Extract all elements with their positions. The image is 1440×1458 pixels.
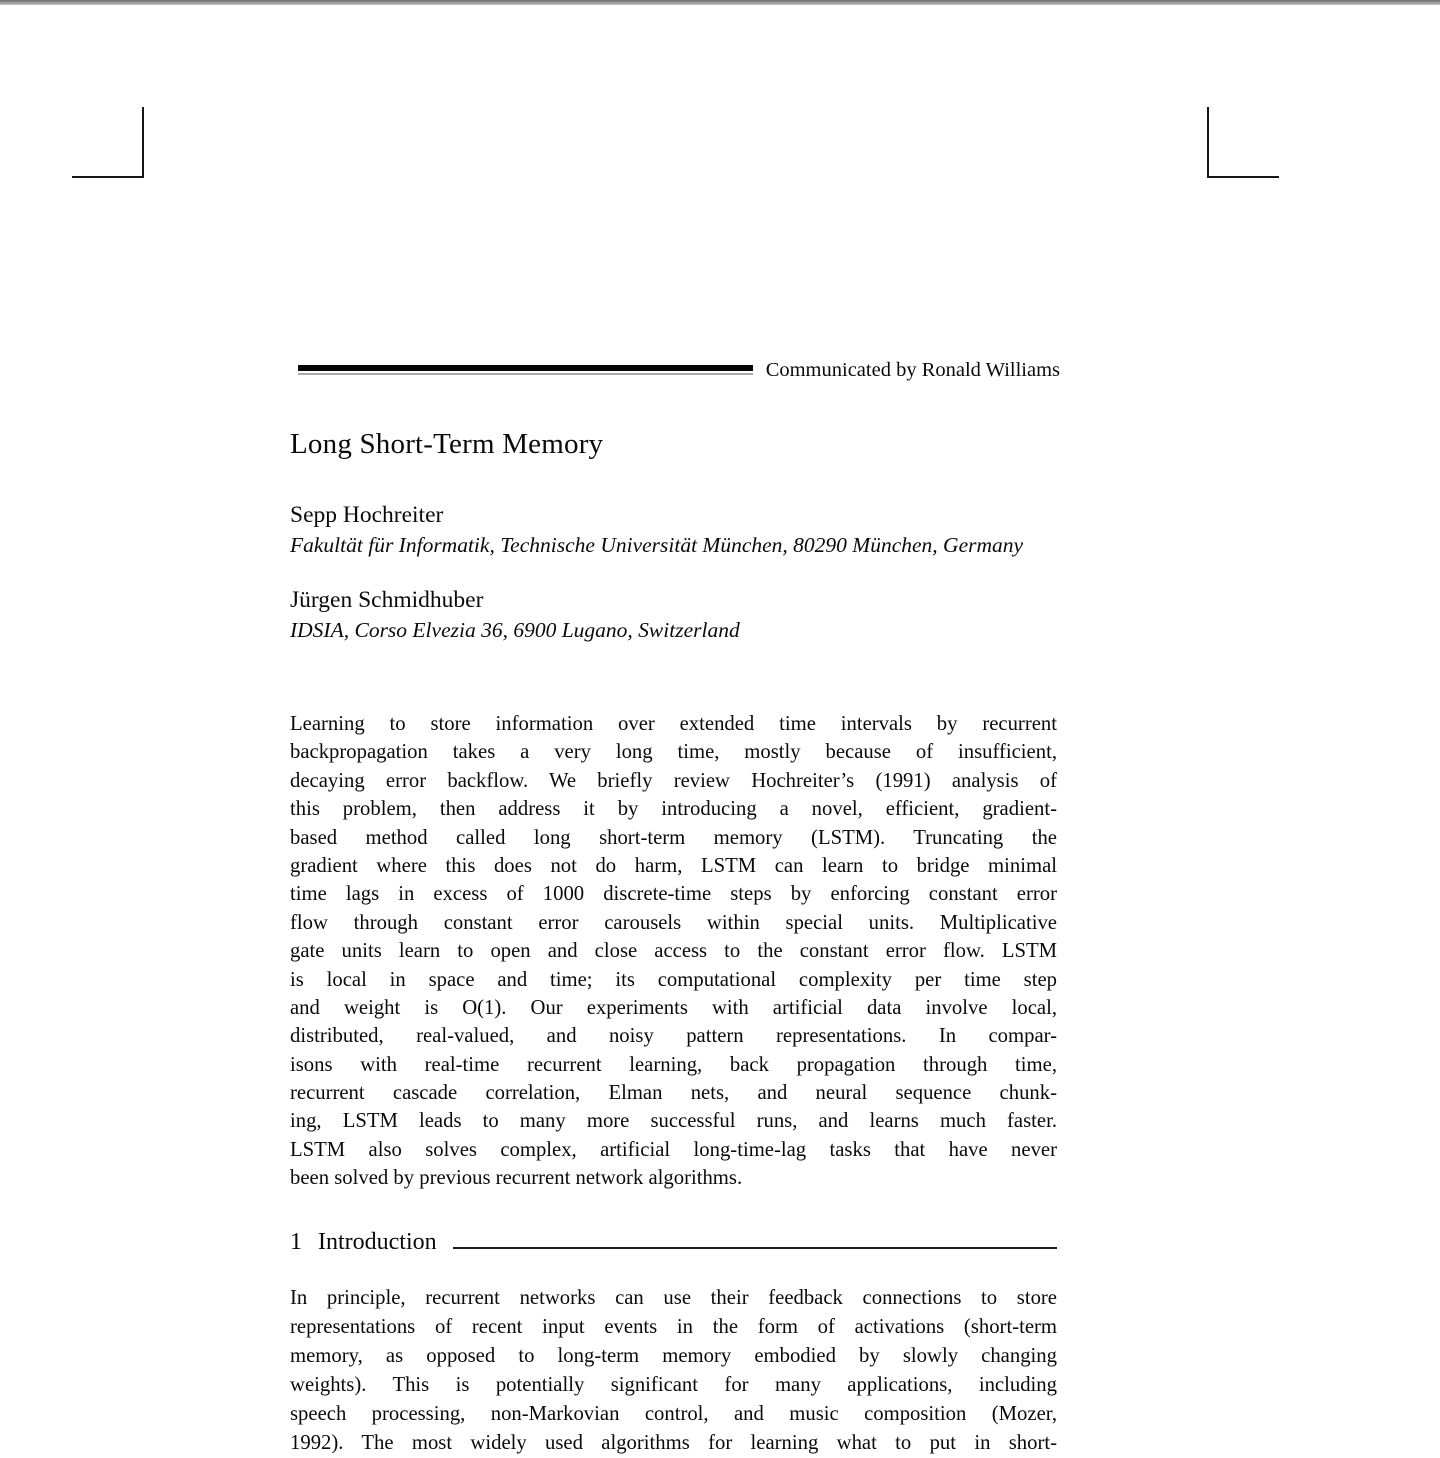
abstract-line: been solved by previous recurrent network algorithms. — [290, 1167, 743, 1190]
body-line: speech processing, non-Markovian control, and music composition (Mozer, — [290, 1403, 1057, 1425]
crop-mark-top-right-icon — [1207, 107, 1279, 178]
abstract-line: backpropagation takes a very long time, mostly because of insufficient, — [290, 741, 1057, 764]
author-affiliation: IDSIA, Corso Elvezia 36, 6900 Lugano, Switzerland — [290, 618, 740, 642]
section-heading — [290, 1229, 1057, 1256]
abstract — [290, 710, 1057, 1193]
abstract-line: flow through constant error carousels within special units. Multiplicative — [290, 911, 1057, 934]
abstract-line: based method called long short-term memory (LSTM). Truncating the — [290, 826, 1057, 849]
author-name: Jürgen Schmidhuber — [290, 587, 484, 613]
communicated-by-row — [298, 357, 1060, 383]
abstract-line: LSTM also solves complex, artificial long-time-lag tasks that have never — [290, 1138, 1057, 1161]
author-affiliation: Fakultät für Informatik, Technische Universität München, 80290 München, Germany — [290, 533, 1024, 557]
section-title: Introduction — [318, 1229, 437, 1255]
communicated-rule-black — [298, 365, 753, 371]
abstract-line: time lags in excess of 1000 discrete-time steps by enforcing constant error — [290, 883, 1057, 906]
body-line: 1992). The most widely used algorithms for learning what to put in short- — [290, 1432, 1057, 1454]
abstract-line: gate units learn to open and close access to the constant error flow. LSTM — [290, 940, 1057, 963]
scan-top-edge-bar — [0, 0, 1440, 5]
abstract-line: distributed, real-valued, and noisy pattern representations. In compar- — [290, 1025, 1057, 1048]
abstract-line: and weight is O(1). Our experiments with artificial data involve local, — [290, 996, 1057, 1019]
body-line: In principle, recurrent networks can use their feedback connections to store — [290, 1287, 1057, 1309]
abstract-line: Learning to store information over extended time intervals by recurrent — [290, 713, 1057, 735]
paper-title: Long Short-Term Memory — [290, 428, 604, 460]
abstract-line: decaying error backflow. We briefly review Hochreiter’s (1991) analysis of — [290, 769, 1057, 792]
body-line: memory, as opposed to long-term memory embodied by slowly changing — [290, 1345, 1057, 1367]
abstract-line: recurrent cascade correlation, Elman nets, and neural sequence chunk- — [290, 1082, 1057, 1105]
body-line: weights). This is potentially significant for many applications, including — [290, 1374, 1057, 1396]
communicated-by-label: Communicated by Ronald Williams — [765, 359, 1060, 381]
section-number: 1 — [290, 1229, 302, 1255]
abstract-line: isons with real-time recurrent learning, back propagation through time, — [290, 1053, 1057, 1076]
author-block — [290, 585, 740, 645]
communicated-rule — [298, 365, 753, 375]
author-name: Sepp Hochreiter — [290, 502, 444, 528]
abstract-line: this problem, then address it by introducing a novel, efficient, gradient- — [290, 798, 1057, 821]
communicated-rule-shadow — [298, 373, 753, 375]
introduction-paragraph — [290, 1284, 1057, 1458]
body-line: representations of recent input events in the form of activations (short-term — [290, 1316, 1057, 1338]
section-heading-rule — [453, 1247, 1057, 1249]
author-block — [290, 500, 1023, 560]
abstract-line: gradient where this does not do harm, LSTM can learn to bridge minimal — [290, 854, 1057, 877]
abstract-line: is local in space and time; its computational complexity per time step — [290, 968, 1057, 991]
abstract-line: ing, LSTM leads to many more successful runs, and learns much faster. — [290, 1110, 1057, 1133]
crop-mark-top-left-icon — [72, 107, 144, 178]
